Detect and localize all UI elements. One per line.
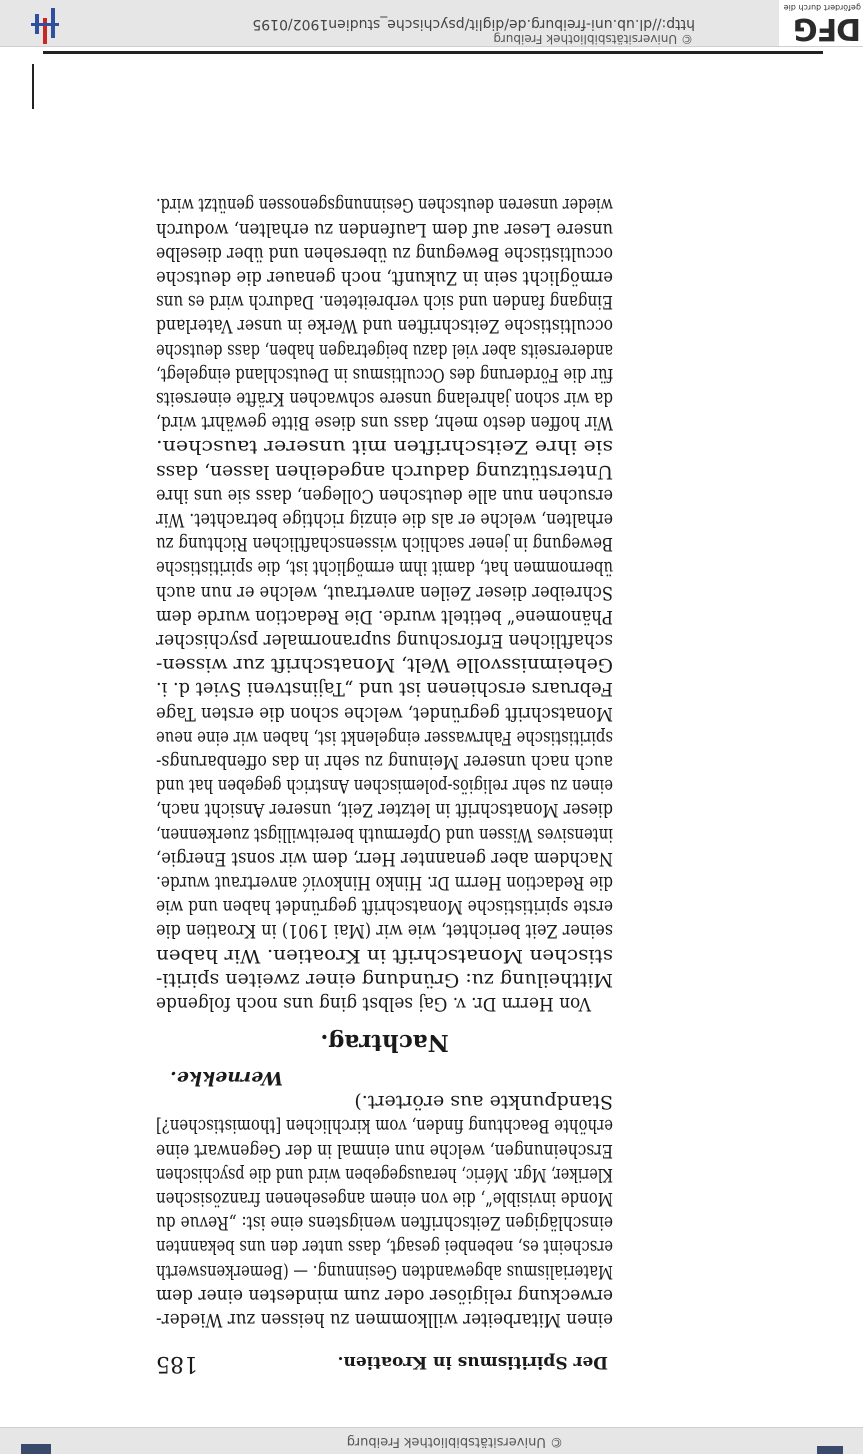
text-line: Februars erschienen ist und „Tajinstveni Sviet d. i. bbox=[156, 678, 613, 701]
text-line: erhalten, welche er als die einzig richtige betrachtet. Wir bbox=[156, 509, 613, 531]
text-line: da wir schon jahrelang unsere schwachen Kräfte einerseits bbox=[156, 388, 613, 410]
text-line: einschlägigen Zeitschriften wenigstens eine ist: „Revue du bbox=[156, 1212, 613, 1235]
corner-mark bbox=[21, 1444, 51, 1454]
library-logo-icon bbox=[23, 4, 63, 44]
text-line: erweckung religiöser oder zum mindesten einer dem bbox=[156, 1284, 613, 1307]
page-header bbox=[148, 1346, 608, 1376]
text-line: spiritistische Fahrwasser eingelenkt ist, haben wir eine neue bbox=[156, 726, 613, 749]
text-line: auch nach unserer Meinung zu sehr in das offenbarungs- bbox=[156, 751, 613, 773]
library-url-link[interactable]: http://dl.ub.uni-freiburg.de/diglit/psychische_studien1902/0195 bbox=[252, 16, 695, 32]
text-line: Bewegung in jener sachlich wissenschaftlichen Richtung zu bbox=[156, 533, 613, 556]
text-line: Monde invisible“, die von einem angesehenen französischen bbox=[156, 1188, 613, 1210]
text-line: Wir hoffen desto mehr, dass uns diese Bitte gewährt wird, bbox=[156, 412, 613, 435]
text-line: Mittheilung zu: Gründung einer zweiten spiriti- bbox=[156, 968, 613, 991]
library-credit: © Universitätsbibliothek Freiburg bbox=[346, 1434, 563, 1449]
text-line: erste spiritistische Monatschrift gegründet haben und wie bbox=[156, 896, 613, 919]
corner-mark bbox=[817, 1446, 843, 1454]
text-line: Standpunkte aus erörtert.) bbox=[354, 1091, 613, 1114]
text-line: wieder unseren deutschen Gesinnungsgenossen genützt wird. bbox=[156, 194, 613, 217]
text-line: Erscheinungen, welche nun einmal in der Gegenwart eine bbox=[156, 1139, 613, 1162]
text-line: für die Förderung des Occultismus in Deutschland eingelegt, bbox=[156, 363, 613, 386]
text-line: Kleriker, Mgr. Méric, herausgegeben wird und die psychischen bbox=[156, 1163, 613, 1186]
text-line: Eingang fanden und sich verbreiteten. Dadurch wird es uns bbox=[156, 291, 613, 314]
text-line: einen Mitarbeiter willkommen zu heissen zur Wieder- bbox=[156, 1309, 613, 1331]
text-line: Unterstützung dadurch angedeihen lassen, dass bbox=[156, 460, 613, 483]
text-line: andererseits aber viel dazu beigetragen haben, dass deutsche bbox=[156, 339, 613, 362]
library-credit: © Universitätsbibliothek Freiburg bbox=[493, 32, 693, 46]
text-line: seiner Zeit berichtet, wie wir (Mai 1901) in Kroatien die bbox=[156, 920, 613, 943]
text-line: übernommen hat, damit ihm ermöglicht ist, die spiritistische bbox=[156, 557, 613, 580]
text-line: occultistische Zeitschriften und Werke in unser Vaterland bbox=[156, 315, 613, 338]
text-line: sie ihre Zeitschriften mit unserer tauschen. bbox=[156, 436, 613, 459]
text-line: Phänomene“ betitelt wurde. Die Redaction wurde dem bbox=[156, 605, 613, 628]
text-line: Von Herrn Dr. v. Gaj selbst ging uns noch folgende bbox=[156, 993, 591, 1015]
text-line: intensives Wissen und Opfermuth bereitwilligst zuerkennen, bbox=[156, 823, 613, 846]
text-line: erhöhte Beachtung finden, vom kirchlichen [thomistischen?] bbox=[156, 1115, 613, 1138]
text-line: Monatschrift gegründet, welche schon die ersten Tage bbox=[156, 702, 613, 725]
running-title: Der Spiritismus in Kroatien. bbox=[337, 1352, 608, 1372]
viewer-top-strip bbox=[0, 1427, 863, 1454]
page-number: 185 bbox=[156, 1351, 198, 1376]
text-line: dieser Monatschrift in letzter Zeit, unserer Ansicht nach, bbox=[156, 799, 613, 822]
text-line: ersuchen nun alle deutschen Collegen, dass sie uns ihre bbox=[156, 484, 613, 507]
text-line: Materialismus abgewandten Gesinnung. — (Bemerkenswerth bbox=[156, 1260, 613, 1283]
text-line: Nachdem aber genannter Herr, dem wir sonst Energie, bbox=[156, 847, 613, 870]
section-heading: Nachtrag. bbox=[320, 1029, 449, 1056]
text-line: stischen Monatschrift in Kroatien. Wir haben bbox=[156, 944, 613, 967]
text-line: ermöglicht sein in Zukunft, noch genauer die deutsche bbox=[156, 267, 613, 289]
text-line: Schreiber dieser Zeilen anvertraut, welche er nun auch bbox=[156, 581, 613, 604]
margin-mark bbox=[32, 64, 34, 109]
text-line: unsere Leser auf dem Laufenden zu erhalten, wodurch bbox=[156, 218, 613, 241]
dfg-logo: DFG gefördert durch die bbox=[779, 0, 863, 46]
bottom-rule bbox=[43, 51, 823, 54]
text-line: erscheint es, nebenbei gesagt, dass unter den uns bekannten bbox=[156, 1236, 613, 1259]
text-line: Geheimnissvolle Welt, Monatschrift zur wissen- bbox=[156, 654, 613, 677]
text-line: einen zu sehr religiös-polemischen Anstrich gegeben hat und bbox=[156, 775, 613, 798]
text-line: occultistische Bewegung zu übersehen und über dieselbe bbox=[156, 242, 613, 265]
text-line: schaftlichen Erforschung supranormaler psychischer bbox=[156, 630, 613, 652]
signature: Wernekke. bbox=[170, 1067, 283, 1089]
text-line: die Redaction Herrn Dr. Hinko Hinković anvertraut wurde. bbox=[156, 872, 613, 894]
